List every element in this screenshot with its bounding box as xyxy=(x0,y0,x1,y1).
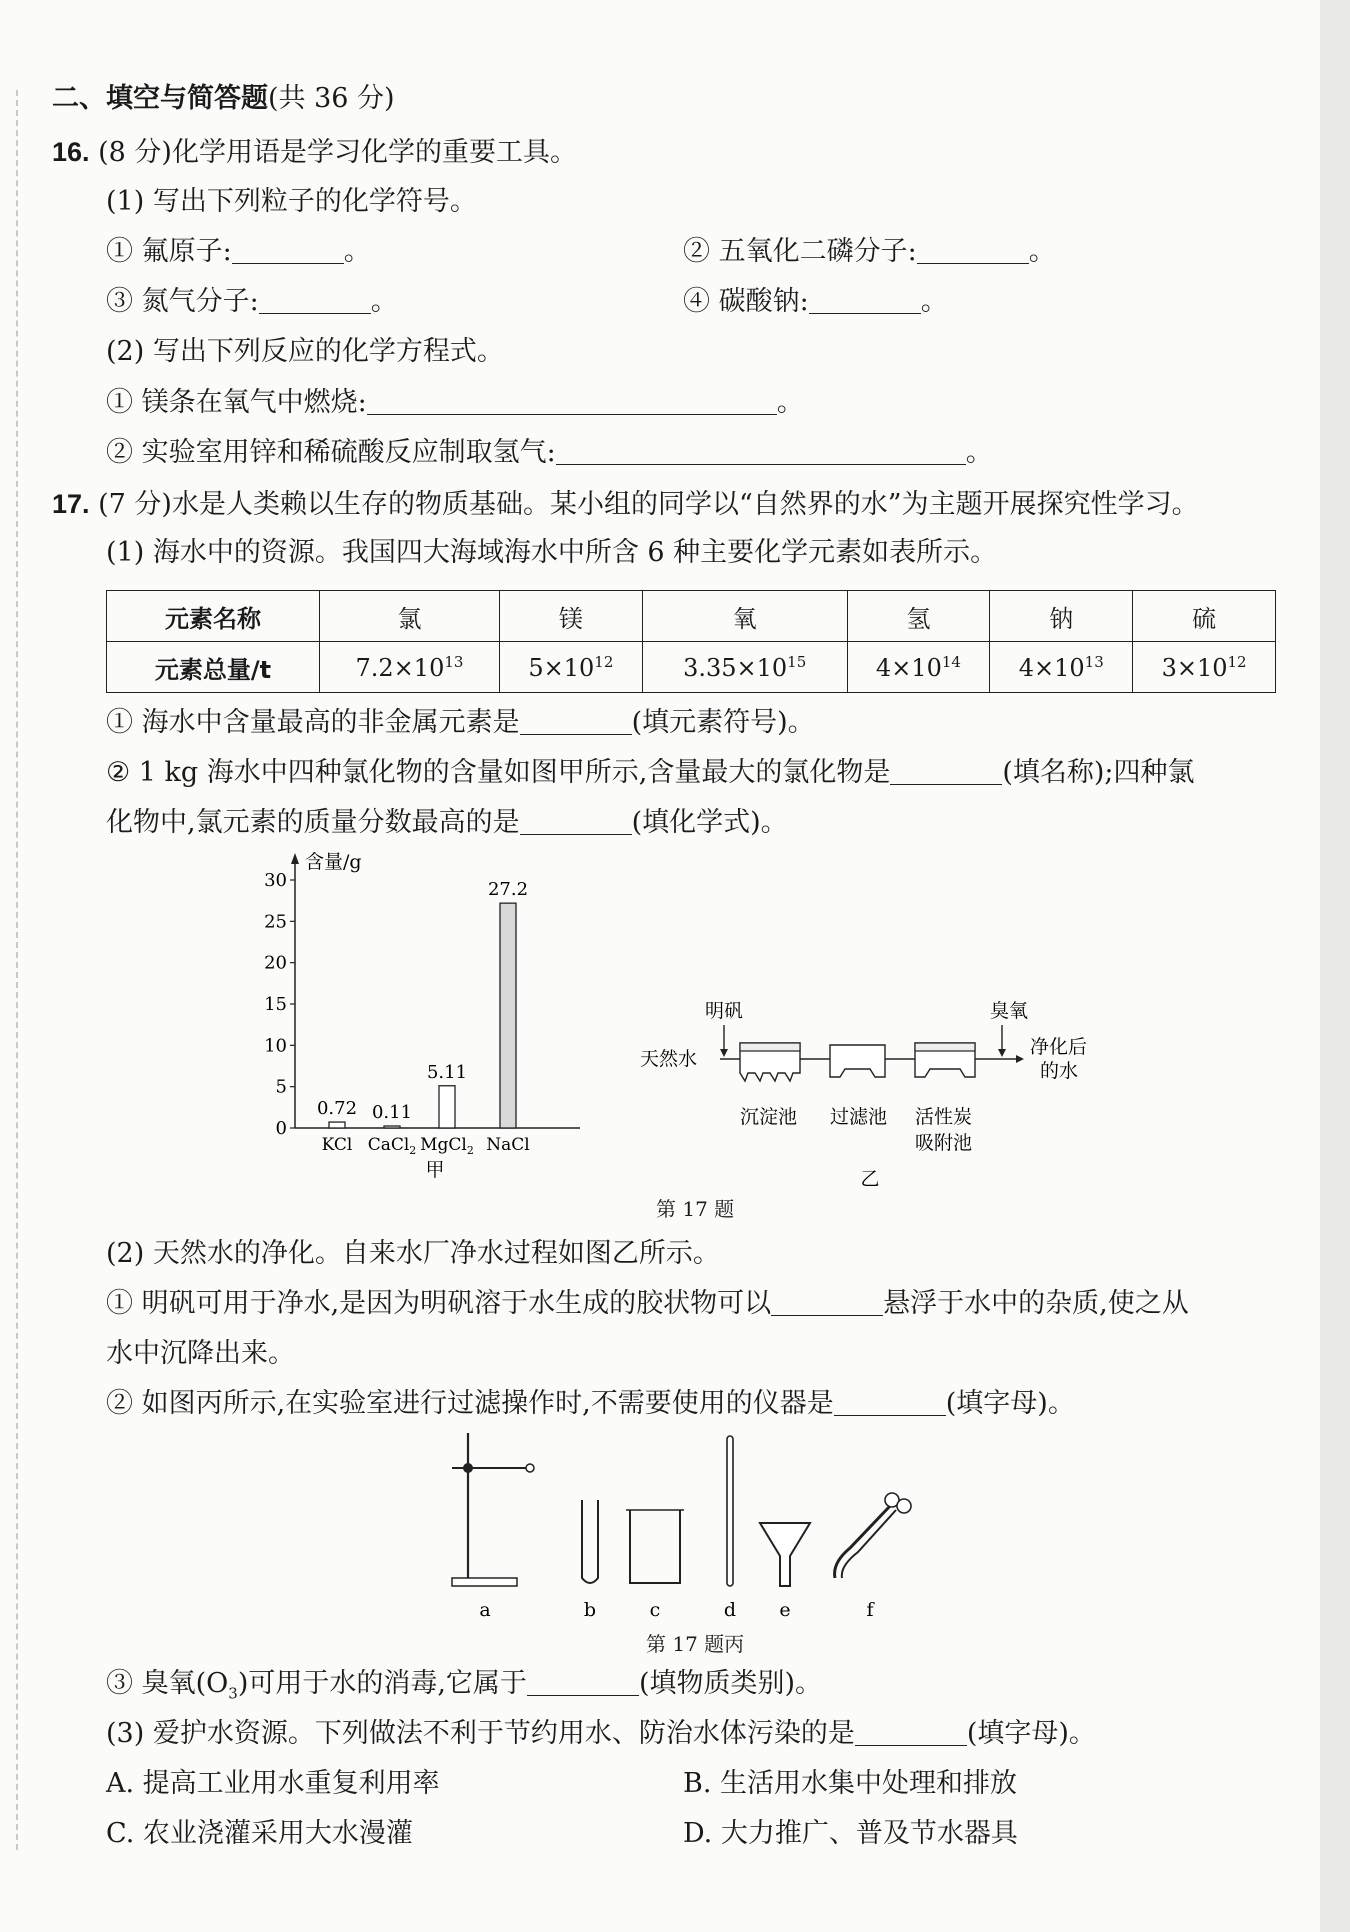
q16-b1 xyxy=(106,384,804,422)
arrow-head xyxy=(720,1049,728,1057)
blank-b2[interactable] xyxy=(556,436,966,465)
arrow-head xyxy=(1016,1055,1024,1063)
blank-s2a[interactable] xyxy=(890,756,1002,785)
blank-p3[interactable] xyxy=(855,1717,967,1746)
tank-water xyxy=(740,1043,800,1051)
q17-s1 xyxy=(106,704,815,742)
iron-stand-icon xyxy=(452,1433,534,1586)
q17-t3-mid: )可用于水的消毒,它属于 xyxy=(237,1668,527,1699)
q17-s1-text: ① 海水中含量最高的非金属元素是 xyxy=(106,707,520,738)
q16-stem xyxy=(52,133,577,172)
blank-a4[interactable] xyxy=(809,285,921,314)
flow-sublabel: 乙 xyxy=(860,1168,880,1190)
q17-t3 xyxy=(106,1665,822,1712)
period: 。 xyxy=(1028,236,1056,267)
q17-stem-text: (7 分)水是人类赖以生存的物质基础。某小组的同学以“自然界的水”为主题开展探究性学习。 xyxy=(98,489,1199,520)
margin-line xyxy=(16,90,18,1850)
period: 。 xyxy=(776,387,804,418)
q17-t1-tail: 悬浮于水中的杂质,使之从 xyxy=(883,1288,1189,1319)
q16-part2: (2) 写出下列反应的化学方程式。 xyxy=(106,336,504,367)
section-title: 二、填空与简答题 xyxy=(52,83,268,114)
table-row xyxy=(107,591,1276,642)
q17-s2-tail: (填名称);四种氯 xyxy=(1002,757,1195,788)
table-cell: 氯 xyxy=(320,591,500,642)
q17-s2-cont xyxy=(106,804,788,842)
period: 。 xyxy=(343,236,371,267)
value-exponent: 15 xyxy=(787,652,807,671)
table-row xyxy=(107,642,1276,693)
category-label: NaCl xyxy=(486,1135,530,1155)
tongs-icon xyxy=(835,1493,911,1578)
q17-s2 xyxy=(106,754,1195,792)
blank-s2b[interactable] xyxy=(520,806,632,835)
q17-p3-text: (3) 爱护水资源。下列做法不利于节约用水、防治水体污染的是 xyxy=(106,1718,855,1749)
q17-t1 xyxy=(106,1285,1189,1323)
page-edge xyxy=(1320,0,1350,1932)
section-points: (共 36 分) xyxy=(268,83,395,114)
q17-stem xyxy=(52,485,1199,524)
period: 。 xyxy=(370,286,398,317)
glass-rod-icon xyxy=(727,1436,733,1586)
q17-t3-text: ③ 臭氧(O xyxy=(106,1668,229,1699)
y-axis-label: 含量/g xyxy=(305,851,362,873)
q16-number: 16. xyxy=(52,137,90,167)
apparatus-label: b xyxy=(583,1599,597,1621)
bar xyxy=(384,1126,400,1128)
tank-carbon-layer xyxy=(915,1043,975,1051)
flow-output: 净化后 xyxy=(1030,1036,1088,1058)
chart-sublabel: 甲 xyxy=(425,1159,445,1180)
q17-s2d-text: (填化学式)。 xyxy=(631,807,788,838)
subscript: 3 xyxy=(228,1684,238,1703)
table-cell xyxy=(990,642,1133,693)
test-tube-icon xyxy=(582,1500,598,1583)
q16-a4-label: ④ 碳酸钠: xyxy=(683,286,809,317)
blank-a3[interactable] xyxy=(259,285,371,314)
q17-number: 17. xyxy=(52,489,90,519)
funnel-icon xyxy=(760,1523,810,1586)
value-mantissa: 4×10 xyxy=(1018,653,1085,682)
tank3-label: 活性炭 xyxy=(915,1106,973,1128)
category-label: MgCl$_2$ xyxy=(420,1135,474,1157)
category-label: CaCl$_2$ xyxy=(367,1135,417,1157)
q16-a2-label: ② 五氧化二磷分子: xyxy=(683,236,917,267)
q16-part1: (1) 写出下列粒子的化学符号。 xyxy=(106,186,477,217)
value-exponent: 14 xyxy=(941,652,961,671)
q17-t2-tail: (填字母)。 xyxy=(945,1388,1075,1419)
q17-s2c-text: 化物中,氯元素的质量分数最高的是 xyxy=(106,807,520,838)
figure-caption: 第 17 题丙 xyxy=(646,1632,745,1656)
q16-b2-label: ② 实验室用锌和稀硫酸反应制取氢气: xyxy=(106,437,556,468)
tank-filter xyxy=(830,1045,885,1077)
value-exponent: 12 xyxy=(594,652,614,671)
q17-s2-text: ② 1 kg 海水中四种氯化物的含量如图甲所示,含量最大的氯化物是 xyxy=(106,757,891,788)
chart-jia xyxy=(255,850,595,1180)
option-d[interactable]: D. 大力推广、普及节水器具 xyxy=(683,1818,1018,1849)
period: 。 xyxy=(920,286,948,317)
section-heading xyxy=(52,80,395,118)
blank-t2[interactable] xyxy=(834,1387,946,1416)
category-label: KCl xyxy=(321,1135,353,1155)
y-tick-label: 20 xyxy=(264,952,287,974)
element-table xyxy=(106,590,1276,693)
table-cell xyxy=(847,642,990,693)
table-header: 元素名称 xyxy=(107,591,320,642)
apparatus-label: e xyxy=(779,1599,791,1621)
value-exponent: 13 xyxy=(1084,652,1104,671)
q16-a3-label: ③ 氮气分子: xyxy=(106,286,259,317)
apparatus-label: f xyxy=(866,1599,874,1621)
q16-a1-label: ① 氟原子: xyxy=(106,236,232,267)
arrow-head xyxy=(998,1049,1006,1057)
q17-part2: (2) 天然水的净化。自来水厂净水过程如图乙所示。 xyxy=(106,1238,720,1269)
bars xyxy=(317,879,530,1157)
blank-t1[interactable] xyxy=(771,1287,883,1316)
flow-add2: 臭氧 xyxy=(990,1000,1029,1022)
bar-value-label: 0.72 xyxy=(316,1098,358,1120)
value-mantissa: 3×10 xyxy=(1161,653,1228,682)
q16-b2 xyxy=(106,434,993,472)
blank-b1[interactable] xyxy=(367,386,777,415)
q16-a2 xyxy=(683,233,1056,271)
flow-input: 天然水 xyxy=(640,1048,698,1070)
q17-part3 xyxy=(106,1715,1096,1753)
y-tick-label: 25 xyxy=(264,911,287,933)
table-cell xyxy=(320,642,500,693)
q17-t1-text: ① 明矾可用于净水,是因为明矾溶于水生成的胶状物可以 xyxy=(106,1288,772,1319)
tank1-label: 沉淀池 xyxy=(740,1106,798,1128)
value-mantissa: 5×10 xyxy=(528,653,595,682)
q16-a4 xyxy=(683,283,948,321)
bar-value-label: 5.11 xyxy=(426,1061,468,1083)
q16-a1 xyxy=(106,233,371,271)
y-tick-label: 10 xyxy=(264,1035,287,1057)
q17-part1: (1) 海水中的资源。我国四大海域海水中所含 6 种主要化学元素如表所示。 xyxy=(106,537,998,568)
q16-b1-label: ① 镁条在氧气中燃烧: xyxy=(106,387,367,418)
table-header: 元素总量/t xyxy=(107,642,320,693)
y-axis-arrow xyxy=(291,853,299,864)
apparatus-label: d xyxy=(723,1599,737,1621)
table-cell xyxy=(499,642,642,693)
period: 。 xyxy=(965,437,993,468)
q17-s1-tail: (填元素符号)。 xyxy=(631,707,815,738)
q17-p3-tail: (填字母)。 xyxy=(966,1718,1096,1749)
table-cell: 氢 xyxy=(847,591,990,642)
y-tick-label: 15 xyxy=(264,994,287,1015)
y-tick-label: 0 xyxy=(275,1118,287,1139)
flow-output: 的水 xyxy=(1040,1060,1079,1082)
bar xyxy=(500,903,516,1128)
y-ticks xyxy=(264,870,295,1139)
option-c[interactable]: C. 农业浇灌采用大水漫灌 xyxy=(106,1818,413,1849)
value-exponent: 13 xyxy=(444,652,464,671)
value-mantissa: 3.35×10 xyxy=(683,653,788,682)
apparatus-label: a xyxy=(479,1599,491,1621)
table-cell: 镁 xyxy=(499,591,642,642)
q17-t2 xyxy=(106,1385,1075,1423)
figure-caption: 第 17 题 xyxy=(656,1197,735,1221)
q16-stem-text: (8 分)化学用语是学习化学的重要工具。 xyxy=(98,137,577,168)
table-cell xyxy=(642,642,847,693)
option-b[interactable]: B. 生活用水集中处理和排放 xyxy=(683,1768,1018,1799)
blank-a1[interactable] xyxy=(232,235,344,264)
value-exponent: 12 xyxy=(1227,652,1247,671)
bar xyxy=(439,1086,455,1128)
option-a[interactable]: A. 提高工业用水重复利用率 xyxy=(106,1768,440,1799)
y-tick-label: 30 xyxy=(264,870,287,891)
flow-yi xyxy=(630,995,1120,1195)
apparatus-label: c xyxy=(649,1599,661,1621)
blank-a2[interactable] xyxy=(917,235,1029,264)
value-mantissa: 4×10 xyxy=(875,653,942,682)
table-cell xyxy=(1133,642,1276,693)
blank-t3[interactable] xyxy=(527,1667,639,1696)
value-mantissa: 7.2×10 xyxy=(355,653,445,682)
table-cell: 钠 xyxy=(990,591,1133,642)
table-cell: 硫 xyxy=(1133,591,1276,642)
bar-value-label: 0.11 xyxy=(371,1102,413,1123)
table-cell: 氧 xyxy=(642,591,847,642)
blank-s1[interactable] xyxy=(520,706,632,735)
apparatus-bing xyxy=(430,1428,970,1628)
tank2-label: 过滤池 xyxy=(830,1106,888,1128)
beaker-icon xyxy=(630,1510,680,1583)
q16-a3 xyxy=(106,283,398,321)
q17-t3-tail: (填物质类别)。 xyxy=(638,1668,823,1699)
bar-value-label: 27.2 xyxy=(487,879,529,901)
tank3-label: 吸附池 xyxy=(915,1132,973,1154)
q17-t1-cont: 水中沉降出来。 xyxy=(106,1338,295,1369)
bar xyxy=(329,1122,345,1128)
flow-add1: 明矾 xyxy=(705,1000,744,1022)
y-tick-label: 5 xyxy=(275,1076,287,1098)
q17-t2-text: ② 如图丙所示,在实验室进行过滤操作时,不需要使用的仪器是 xyxy=(106,1388,834,1419)
